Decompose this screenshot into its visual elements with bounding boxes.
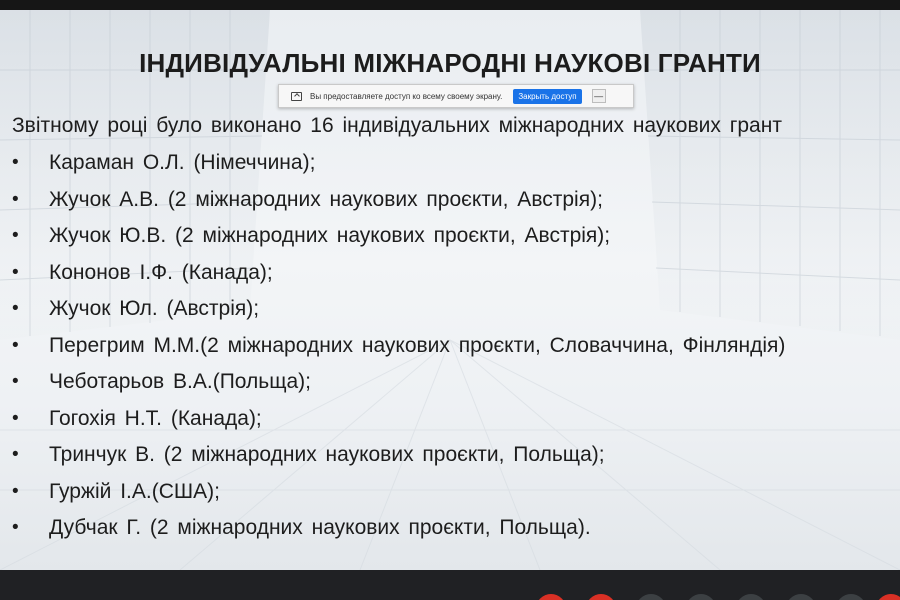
list-item-text: Караман О.Л. (Німеччина); xyxy=(49,151,316,174)
list-item xyxy=(12,370,785,407)
grant-list xyxy=(12,151,785,553)
hide-bar-button[interactable]: — xyxy=(592,89,606,103)
call-controls-bar xyxy=(0,570,900,600)
bullet: • xyxy=(12,188,19,210)
list-item xyxy=(12,407,785,444)
list-item-text: Жучок Юл. (Австрія); xyxy=(49,297,260,320)
list-item xyxy=(12,516,785,553)
list-item-text: Чеботарьов В.А.(Польща); xyxy=(49,370,312,393)
call-control-button[interactable] xyxy=(736,594,766,600)
bullet: • xyxy=(12,444,19,465)
bullet: • xyxy=(12,152,19,173)
bullet: • xyxy=(12,480,19,502)
list-item xyxy=(12,334,785,371)
bullet: • xyxy=(12,371,19,392)
call-control-button[interactable] xyxy=(636,594,666,600)
bullet: • xyxy=(12,334,19,356)
list-item-text: Дубчак Г. (2 міжнародних наукових проєкти, Польща). xyxy=(49,516,591,539)
list-item xyxy=(12,297,785,334)
bullet: • xyxy=(12,225,19,246)
list-item xyxy=(12,261,785,298)
share-message: Вы предоставляете доступ ко всему своему экрану. xyxy=(310,91,503,101)
list-item-text: Гогохія Н.Т. (Канада); xyxy=(49,406,262,430)
list-item-text: Гуржій І.А.(США); xyxy=(49,479,220,503)
bullet: • xyxy=(12,298,19,319)
intro-text: Звітному році було виконано 16 індивідуальних міжнародних наукових грант xyxy=(12,114,782,137)
call-control-red-button[interactable] xyxy=(536,594,566,600)
list-item xyxy=(12,151,785,188)
stop-sharing-button[interactable]: Закрыть доступ xyxy=(513,89,581,104)
list-item xyxy=(12,224,785,261)
list-item-text: Перегрим М.М.(2 міжнародних наукових проєкти, Словаччина, Фінляндія) xyxy=(49,333,786,357)
bullet: • xyxy=(12,517,19,538)
list-item xyxy=(12,188,785,225)
screen-share-icon xyxy=(291,92,302,101)
list-item-text: Жучок А.В. (2 міжнародних наукових проєкти, Австрія); xyxy=(49,187,603,211)
list-item-text: Тринчук В. (2 міжнародних наукових проєкти, Польща); xyxy=(49,443,605,466)
list-item xyxy=(12,443,785,480)
bullet: • xyxy=(12,407,19,429)
list-item-text: Жучок Ю.В. (2 міжнародних наукових проєкти, Австрія); xyxy=(49,224,611,247)
slide-title: ІНДИВІДУАЛЬНІ МІЖНАРОДНІ НАУКОВІ ГРАНТИ xyxy=(139,48,761,78)
bullet: • xyxy=(12,261,19,283)
call-control-button[interactable] xyxy=(686,594,716,600)
list-item xyxy=(12,480,785,517)
screen-share-notification-bar xyxy=(278,84,634,108)
top-strip xyxy=(0,0,900,10)
list-item-text: Кононов І.Ф. (Канада); xyxy=(49,260,273,284)
call-control-red-button[interactable] xyxy=(876,594,900,600)
call-control-button[interactable] xyxy=(836,594,866,600)
presentation-slide xyxy=(0,10,900,570)
call-control-red-button[interactable] xyxy=(586,594,616,600)
call-control-button[interactable] xyxy=(786,594,816,600)
